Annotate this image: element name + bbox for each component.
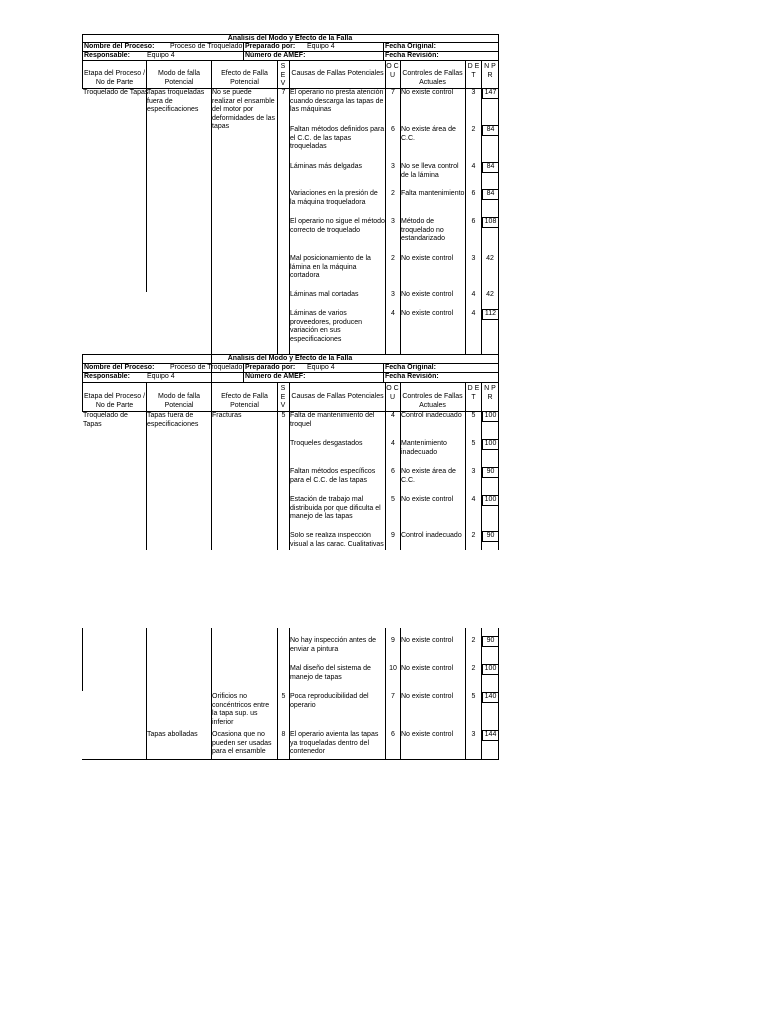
detection: 5 [471, 693, 476, 700]
npr-value: 147 [482, 88, 499, 99]
detection: 2 [471, 665, 476, 672]
occurrence: 6 [391, 126, 395, 133]
rule [146, 382, 147, 550]
header-sev: S E V [280, 385, 286, 409]
cause: Troqueles desgastados [290, 440, 363, 447]
current-control: Mantenimiento inadecuado [401, 440, 447, 456]
current-control: No existe control [401, 255, 454, 262]
cause: Estación de trabajo mal distribuida por que dificulta el manejo de las tapas [290, 496, 381, 520]
cause: Faltan métodos específicos para el C.C. de las tapas [290, 468, 376, 484]
rule [383, 363, 384, 382]
npr-value: 42 [486, 255, 494, 262]
detection: 3 [471, 468, 476, 475]
occurrence: 9 [391, 532, 395, 539]
npr-value: 100 [482, 495, 499, 506]
original-date-label: Fecha Original: [385, 43, 436, 50]
occurrence: 3 [391, 218, 395, 225]
header-npr: N P R [484, 385, 496, 401]
npr-value: 144 [482, 730, 499, 741]
occurrence: 5 [391, 496, 395, 503]
header-causes: Causas de Fallas Potenciales [291, 70, 384, 77]
header-causes: Causas de Fallas Potenciales [291, 393, 384, 400]
current-control: No existe área de C.C. [401, 468, 456, 484]
current-control: No existe control [401, 496, 454, 503]
original-date-label: Fecha Original: [385, 364, 436, 371]
npr-value: 90 [482, 636, 499, 647]
header-ocu: O C U [386, 385, 399, 401]
cause: El operario no presta atención cuando descarga las tapas de las máquinas [290, 89, 384, 113]
header-failure-mode: Modo de falla Potencial [157, 393, 201, 409]
current-control: No existe área de C.C. [401, 126, 456, 142]
current-control: No existe control [401, 665, 454, 672]
detection: 2 [471, 637, 476, 644]
header-controls: Controles de Fallas Actuales [402, 393, 463, 409]
cause: Poca reproducibilidad del operario [290, 693, 369, 709]
current-control: No existe control [401, 89, 454, 96]
occurrence: 6 [391, 468, 395, 475]
current-control: No existe control [401, 731, 454, 738]
current-control: No existe control [401, 291, 454, 298]
cause: Mal posicionamiento de la lámina en la máquina cortadora [290, 255, 371, 279]
npr-value: 100 [482, 411, 499, 422]
rule [243, 363, 244, 382]
fmea-number-label: Número de AMEF: [245, 52, 306, 59]
npr-value: 42 [486, 291, 494, 298]
detection: 5 [471, 412, 476, 419]
rule [498, 354, 499, 550]
severity: 5 [281, 412, 286, 419]
rule [82, 382, 498, 383]
prepared-by-value: Equipo 4 [307, 43, 335, 50]
detection: 4 [471, 496, 476, 503]
detection: 3 [471, 255, 476, 262]
detection: 4 [471, 163, 476, 170]
rule [385, 382, 386, 550]
detection: 2 [471, 126, 476, 133]
header-npr: N P R [484, 63, 496, 79]
npr-value: 90 [482, 531, 499, 542]
occurrence: 3 [391, 163, 395, 170]
severity: 5 [281, 693, 286, 700]
header-ocu: O C U [386, 63, 399, 79]
occurrence: 3 [391, 291, 395, 298]
npr-value: 108 [482, 217, 499, 228]
sheet-title: Analisis del Modo y Efecto de la Falla [227, 35, 353, 42]
cause: No hay inspección antes de enviar a pintura [290, 637, 376, 653]
revision-date-label: Fecha Revisión: [385, 52, 439, 59]
npr-value: 84 [482, 125, 499, 136]
detection: 4 [471, 310, 476, 317]
rule [82, 628, 83, 691]
detection: 4 [471, 291, 476, 298]
responsible-label: Responsable: [84, 52, 130, 59]
rule [383, 42, 384, 60]
npr-value: 84 [482, 162, 499, 173]
header-controls: Controles de Fallas Actuales [402, 70, 463, 86]
process-name-label: Nombre del Proceso: [84, 364, 155, 371]
detection: 6 [471, 218, 476, 225]
process-name-label: Nombre del Proceso: [84, 43, 155, 50]
detection: 3 [471, 89, 476, 96]
cause: Láminas mal cortadas [290, 291, 359, 298]
failure-mode: Tapas troqueladas fuera de especificaciones [147, 89, 205, 113]
occurrence: 7 [391, 89, 395, 96]
cause: El operario no sigue el método correcto de troquelado [290, 218, 385, 234]
header-det: D E T [467, 63, 480, 79]
failure-effect: Orificios no concéntricos entre la tapa sup. us inferior [212, 693, 270, 726]
detection: 2 [471, 532, 476, 539]
current-control: Método de troquelado no estandarizado [401, 218, 445, 242]
occurrence: 10 [389, 665, 397, 672]
occurrence: 4 [391, 310, 395, 317]
fmea-number-label: Número de AMEF: [245, 373, 306, 380]
npr-value: 100 [482, 664, 499, 675]
failure-mode: Tapas fuera de especificaciones [147, 412, 199, 428]
header-stage: Etapa del Proceso / No de Parte [83, 70, 146, 86]
current-control: Falta mantenimiento [401, 190, 465, 197]
npr-value: 90 [482, 467, 499, 478]
cause: Láminas de varios proveedores, producen variación en sus especificaciones [290, 310, 362, 343]
prepared-by-value: Equipo 4 [307, 364, 335, 371]
cause: Faltan métodos definidos para el C.C. de las tapas troqueladas [290, 126, 385, 150]
npr-value: 140 [482, 692, 499, 703]
header-failure-mode: Modo de falla Potencial [157, 70, 201, 86]
occurrence: 6 [391, 731, 395, 738]
prepared-by-label: Preparado por: [245, 364, 296, 371]
cause: Mal diseño del sistema de manejo de tapas [290, 665, 371, 681]
rule [211, 354, 212, 550]
detection: 3 [471, 731, 476, 738]
process-name-value: Proceso de Troquelado [170, 43, 243, 50]
header-stage: Etapa del Proceso / No de Parte [83, 393, 146, 409]
responsible-label: Responsable: [84, 373, 130, 380]
occurrence: 4 [391, 412, 395, 419]
occurrence: 9 [391, 637, 395, 644]
detection: 6 [471, 190, 476, 197]
responsible-value: Equipo 4 [147, 373, 175, 380]
process-stage: Troquelado de Tapas [83, 89, 149, 96]
header-det: D E T [467, 385, 480, 401]
header-effect: Efecto de Falla Potencial [221, 70, 268, 86]
npr-value: 100 [482, 439, 499, 450]
cause: Láminas más delgadas [290, 163, 362, 170]
revision-date-label: Fecha Revisión: [385, 373, 439, 380]
prepared-by-label: Preparado por: [245, 43, 296, 50]
process-stage: Troquelado de Tapas [83, 412, 128, 428]
severity: 8 [281, 731, 286, 738]
detection: 5 [471, 440, 476, 447]
cause: Variaciones en la presión de la máquina troqueladora [290, 190, 378, 206]
severity: 7 [281, 89, 286, 96]
failure-effect: Ocasiona que no pueden ser usadas para el ensamble [212, 731, 272, 755]
rule [277, 60, 278, 354]
current-control: No existe control [401, 637, 454, 644]
failure-mode: Tapas abolladas [147, 731, 198, 738]
rule [481, 382, 482, 550]
cause: Falta de mantenimiento del troquel [290, 412, 375, 428]
cause: El operario avienta las tapas ya troqueladas dentro del contenedor [290, 731, 379, 755]
rule [289, 382, 290, 550]
header-sev: S E V [280, 63, 286, 87]
current-control: No se lleva control de la lámina [401, 163, 459, 179]
rule [465, 382, 466, 550]
rule [82, 759, 499, 760]
occurrence: 7 [391, 693, 395, 700]
occurrence: 4 [391, 440, 395, 447]
current-control: Control inadecuado [401, 412, 462, 419]
header-effect: Efecto de Falla Potencial [221, 393, 268, 409]
responsible-value: Equipo 4 [147, 52, 175, 59]
npr-value: 112 [482, 309, 499, 320]
process-name-value: Proceso de Troquelado [170, 364, 243, 371]
current-control: Control inadecuado [401, 532, 462, 539]
rule [243, 42, 244, 60]
current-control: No existe control [401, 693, 454, 700]
cause: Solo se realiza inspección visual a las carac. Cualitativas [290, 532, 384, 548]
occurrence: 2 [391, 255, 395, 262]
sheet-title: Analisis del Modo y Efecto de la Falla [227, 355, 353, 362]
occurrence: 2 [391, 190, 395, 197]
failure-effect: No se puede realizar el ensamble del motor por deformidades de las tapas [212, 89, 276, 130]
npr-value: 84 [482, 189, 499, 200]
failure-effect: Fracturas [212, 412, 242, 419]
current-control: No existe control [401, 310, 454, 317]
